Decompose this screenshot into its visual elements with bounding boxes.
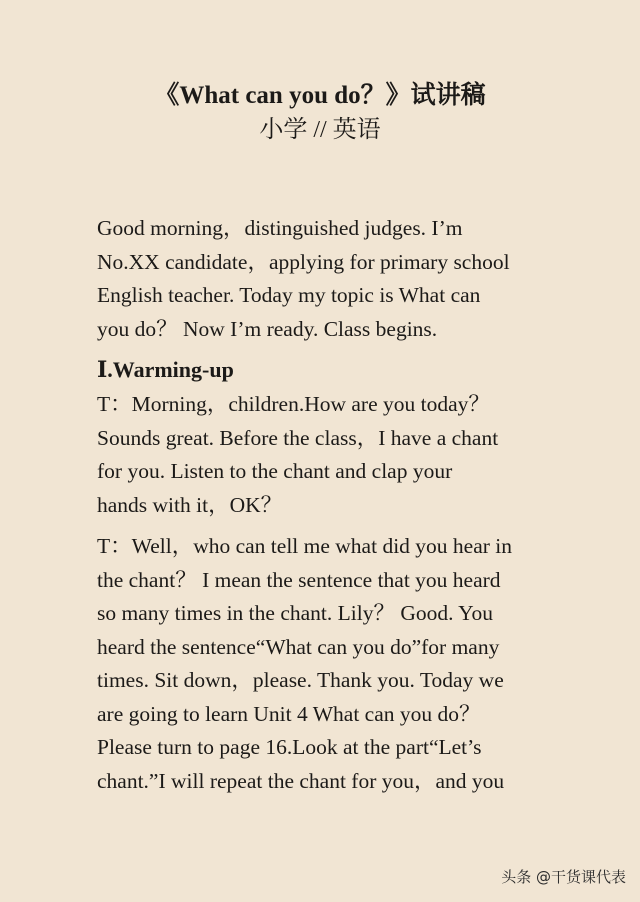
document-subtitle: 小学 // 英语 [259,117,381,143]
text-line: Good morning，distinguished judges. I’m [97,216,463,240]
text-line: Sounds great. Before the class，I have a chant [97,425,499,450]
text-line: Please turn to page 16.Look at the part“Let’s [97,735,482,759]
text-line: T：Morning，children.How are you today？ [97,392,490,416]
text-line: the chant？ I mean the sentence that you heard [97,567,501,592]
section-heading-warming-up: Ⅰ.Warming-up [97,357,234,382]
text-line: you do？ Now I’m ready. Class begins. [97,316,438,341]
text-line: T：Well，who can tell me what did you hear in [97,534,513,558]
text-line: No.XX candidate，applying for primary school [97,249,510,274]
text-line: are going to learn Unit 4 What can you do？ [97,701,481,726]
dialogue-paragraph-1 [97,388,567,522]
text-line: chant.”I will repeat the chant for you，and you [97,768,505,793]
dialogue-paragraph-2 [97,530,567,798]
text-line: English teacher. Today my topic is What can [97,283,481,307]
text-line: for you. Listen to the chant and clap your [97,459,453,483]
text-line: hands with it，OK？ [97,492,283,517]
text-line: so many times in the chant. Lily？ Good. You [97,601,493,625]
text-line: times. Sit down，please. Thank you. Today we [97,668,504,692]
intro-paragraph [97,212,567,346]
watermark: 头条 @干货课代表 [501,868,626,886]
document-title: 《What can you do？》试讲稿 [154,82,486,109]
text-line: heard the sentence“What can you do”for many [97,634,500,659]
